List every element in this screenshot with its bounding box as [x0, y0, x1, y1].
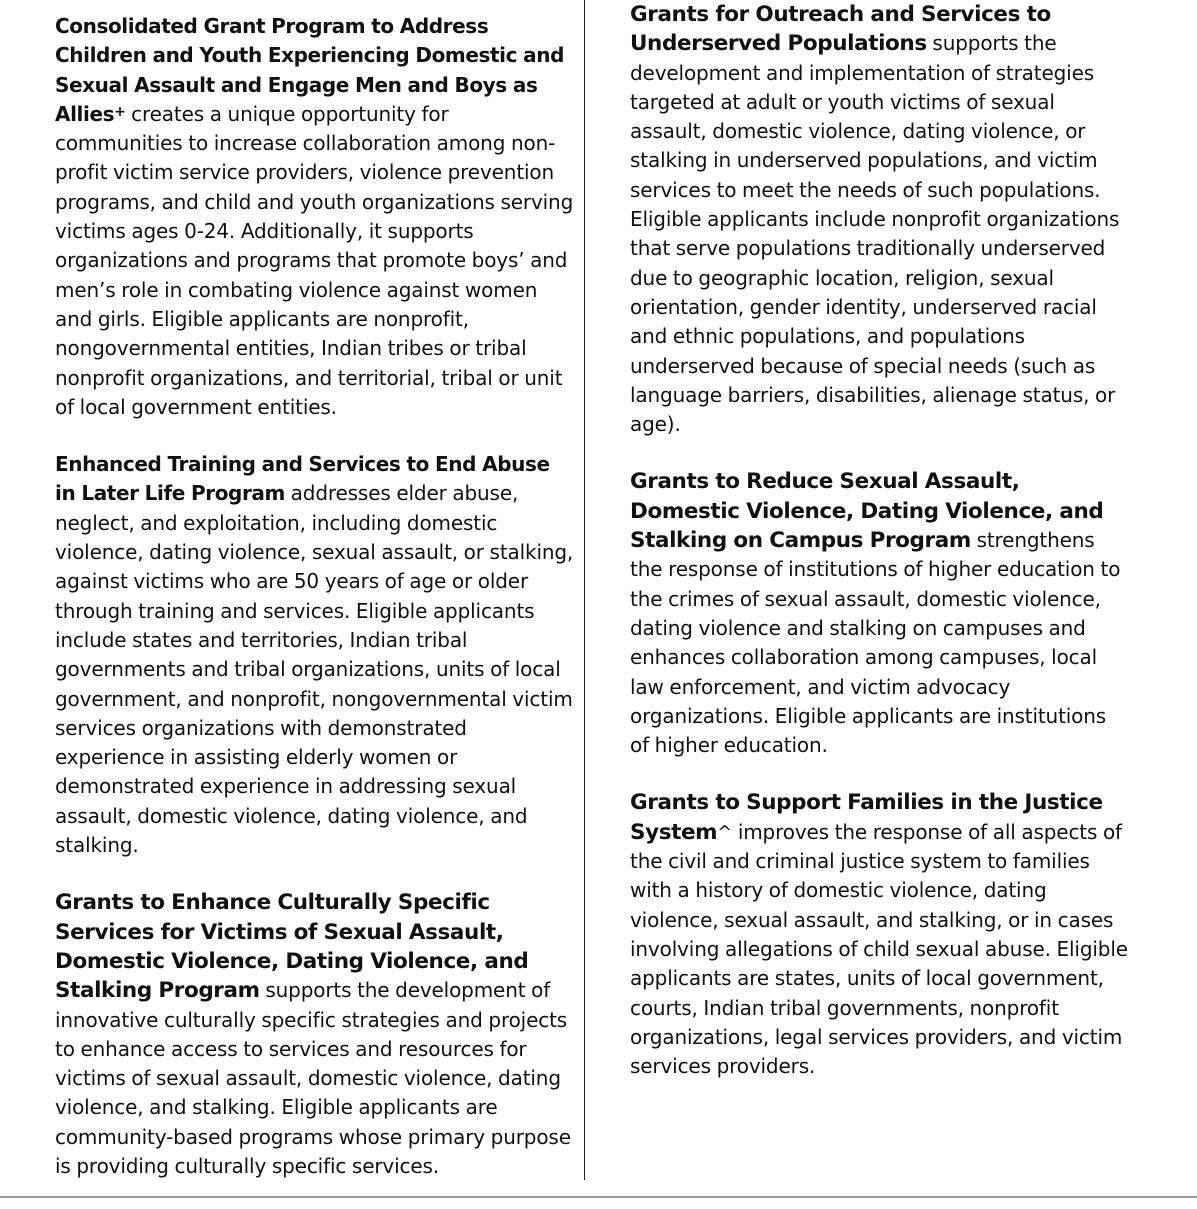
- program-title-suffix: ^: [717, 821, 733, 843]
- program-section: [55, 12, 575, 422]
- program-paragraph: [55, 450, 575, 860]
- program-description: creates a unique opportunity for communities to increase collaboration among non-profit victim service providers, violence prevention programs, and child and youth organizations serving victims ages 0-24. Additionally, it supports organizations and programs that promote boys’ and men’s role in combating violence against women and girls. Eligible applicants are nonprofit, nongovernmental entities, Indian tribes or tribal nonprofit organizations, and territorial, tribal or unit of local government entities.: [55, 101, 574, 419]
- program-title: Grants to Enhance Culturally Specific Services for Victims of Sexual Assault, Domestic Violence, Dating Violence, and Stalking Program: [55, 890, 529, 1004]
- program-paragraph: [630, 788, 1130, 1081]
- program-section: [55, 450, 575, 860]
- program-paragraph: [55, 888, 575, 1181]
- program-description: improves the response of all aspects of the civil and criminal justice system to families with a history of domestic violence, dating violence, sexual assault, and stalking, or in cases involving allegations of child sexual abuse. Eligible applicants are states, units of local government, courts, Indian tribal governments, nonprofit organizations, legal services providers, and victim services providers.: [630, 819, 1128, 1079]
- program-paragraph: [630, 0, 1130, 439]
- program-title: Consolidated Grant Program to Address Children and Youth Experiencing Domestic and Sexual Assault and Engage Men and Boys as Allies: [55, 14, 565, 126]
- program-section: [630, 0, 1130, 439]
- program-title: Grants for Outreach and Services to Underserved Populations: [630, 2, 1051, 57]
- program-paragraph: [55, 12, 575, 422]
- left-column: [55, 12, 575, 1209]
- program-title: Grants to Support Families in the Justice System: [630, 790, 1103, 845]
- program-description: addresses elder abuse, neglect, and exploitation, including domestic violence, dating violence, sexual assault, or stalking, against victims who are 50 years of age or older through training and services. Eligible applicants include states and territories, Indian tribal governments and tribal organizations, units of local government, and nonprofit, nongovernmental victim services organizations with demonstrated experience in assisting elderly women or demonstrated experience in addressing sexual assault, domestic violence, dating violence, and stalking.: [55, 481, 574, 858]
- right-column: [630, 0, 1130, 1109]
- program-section: [55, 888, 575, 1181]
- program-paragraph: [630, 467, 1130, 760]
- program-description: supports the development and implementation of strategies targeted at adult or youth victims of sexual assault, domestic violence, dating violence, or stalking in underserved populations, and victim services to meet the needs of such populations. Eligible applicants include nonprofit organizations that serve populations traditionally underserved due to geographic location, religion, sexual orientation, gender identity, underserved racial and ethnic populations, and populations underserved because of special needs (such as language barriers, disabilities, alienage status, or age).: [630, 31, 1120, 437]
- program-description: strengthens the response of institutions of higher education to the crimes of sexual assault, domestic violence, dating violence and stalking on campuses and enhances collaboration among campuses, local law enforcement, and victim advocacy organizations. Eligible applicants are institutions of higher education.: [630, 528, 1121, 758]
- page-bottom-border: [0, 1196, 1197, 1198]
- program-title: Grants to Reduce Sexual Assault, Domestic Violence, Dating Violence, and Stalking on Campus Program: [630, 469, 1104, 554]
- column-divider: [584, 0, 585, 1180]
- program-description: supports the development of innovative culturally specific strategies and projects to enhance access to services and resources for victims of sexual assault, domestic violence, dating violence, and stalking. Eligible applicants are community-based programs whose primary purpose is providing culturally specific services.: [55, 978, 571, 1178]
- program-title: Enhanced Training and Services to End Abuse in Later Life Program: [55, 452, 550, 506]
- program-title-suffix: +: [114, 103, 126, 120]
- program-section: [630, 467, 1130, 760]
- program-section: [630, 788, 1130, 1081]
